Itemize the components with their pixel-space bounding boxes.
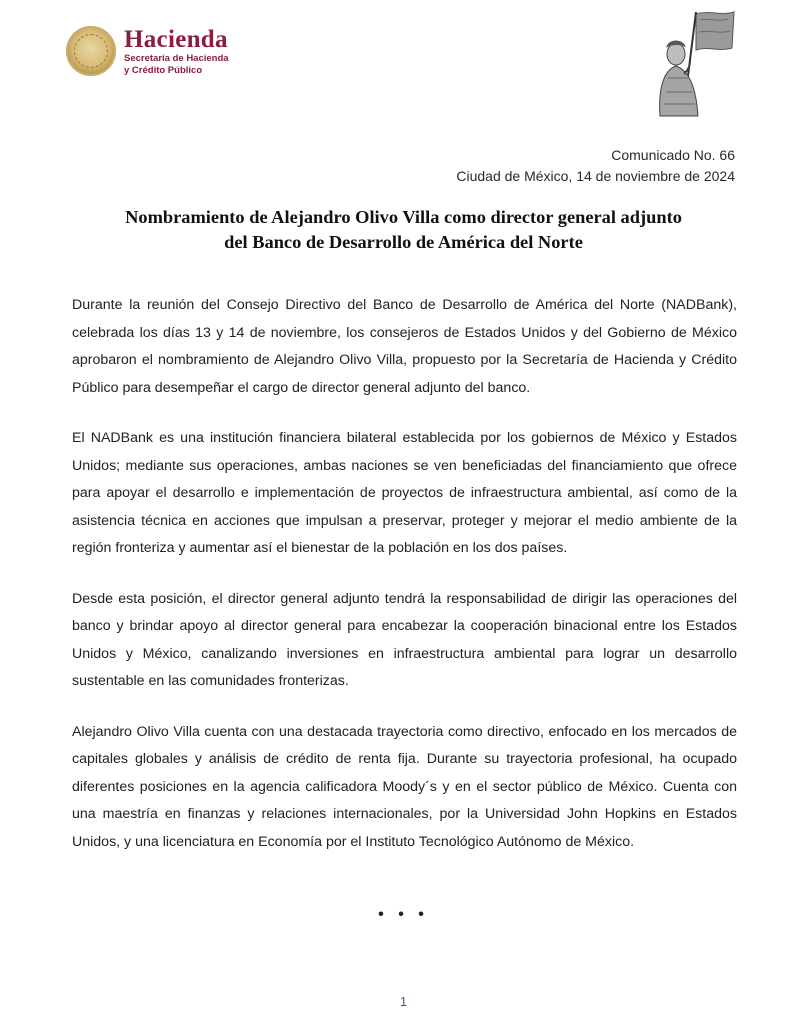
document-title xyxy=(70,205,737,255)
page-number: 1 xyxy=(399,994,408,1009)
place-date: Ciudad de México, 14 de noviembre de 2024 xyxy=(456,168,735,184)
paragraph: Alejandro Olivo Villa cuenta con una destacada trayectoria como directivo, enfocado en los mercados de capitales globales y análisis de crédito de renta fija. Durante su trayectoria profesional, ha ocupado diferentes posiciones en la agencia calificadora Moody´s y en el sector público de México. Cuenta con una maestría en finanzas y relaciones internacionales, por la Universidad John Hopkins en Estados Unidos, y una licenciatura en Economía por el Instituto Tecnológico Autónomo de México. xyxy=(72,723,737,850)
letterhead xyxy=(0,0,807,130)
communique-meta xyxy=(456,145,735,187)
paragraph: Desde esta posición, el director general adjunto tendrá la responsabilidad de dirigir las operaciones del banco y brindar apoyo al director general para encabezar la cooperación binacional entre los Estados Unidos y México, canalizando inversiones en infraestructura ambiental para lograr un desarrollo sustentable en las comunidades fronterizas. xyxy=(72,590,737,689)
brand-name: Hacienda xyxy=(124,26,228,53)
section-separator: • • • xyxy=(378,906,429,923)
title-line-1: Nombramiento de Alejandro Olivo Villa como director general adjunto xyxy=(125,207,682,227)
hacienda-logo[interactable] xyxy=(66,26,229,76)
brand-subtitle-line1: Secretaría de Hacienda xyxy=(124,53,229,64)
brand-block xyxy=(124,27,229,75)
document-body xyxy=(72,292,737,879)
mexico-seal-icon xyxy=(66,26,116,76)
title-line-2: del Banco de Desarrollo de América del Norte xyxy=(224,232,583,252)
communique-number: Comunicado No. 66 xyxy=(611,147,735,163)
brand-subtitle-line2: y Crédito Público xyxy=(124,64,203,76)
paragraph: Durante la reunión del Consejo Directivo del Banco de Desarrollo de América del Norte (NADBank), celebrada los días 13 y 14 de noviembre, los consejeros de Estados Unidos y del Gobierno de México aprobaron el nombramiento de Alejandro Olivo Villa, propuesto por la Secretaría de Hacienda y Crédito Público para desempeñar el cargo de director general adjunto del banco. xyxy=(72,297,737,396)
flag-bearer-emblem-icon xyxy=(638,8,738,118)
paragraph: El NADBank es una institución financiera bilateral establecida por los gobiernos de México y Estados Unidos; mediante sus operaciones, ambas naciones se ven beneficiadas del financiamiento que ofrece para apoyar el desarrollo e implementación de proyectos de infraestructura ambiental, así como de la asistencia técnica en acciones que impulsan a preservar, proteger y mejorar el medio ambiente de la región fronteriza y aumentar así el bienestar de la población en los dos países. xyxy=(72,430,737,556)
